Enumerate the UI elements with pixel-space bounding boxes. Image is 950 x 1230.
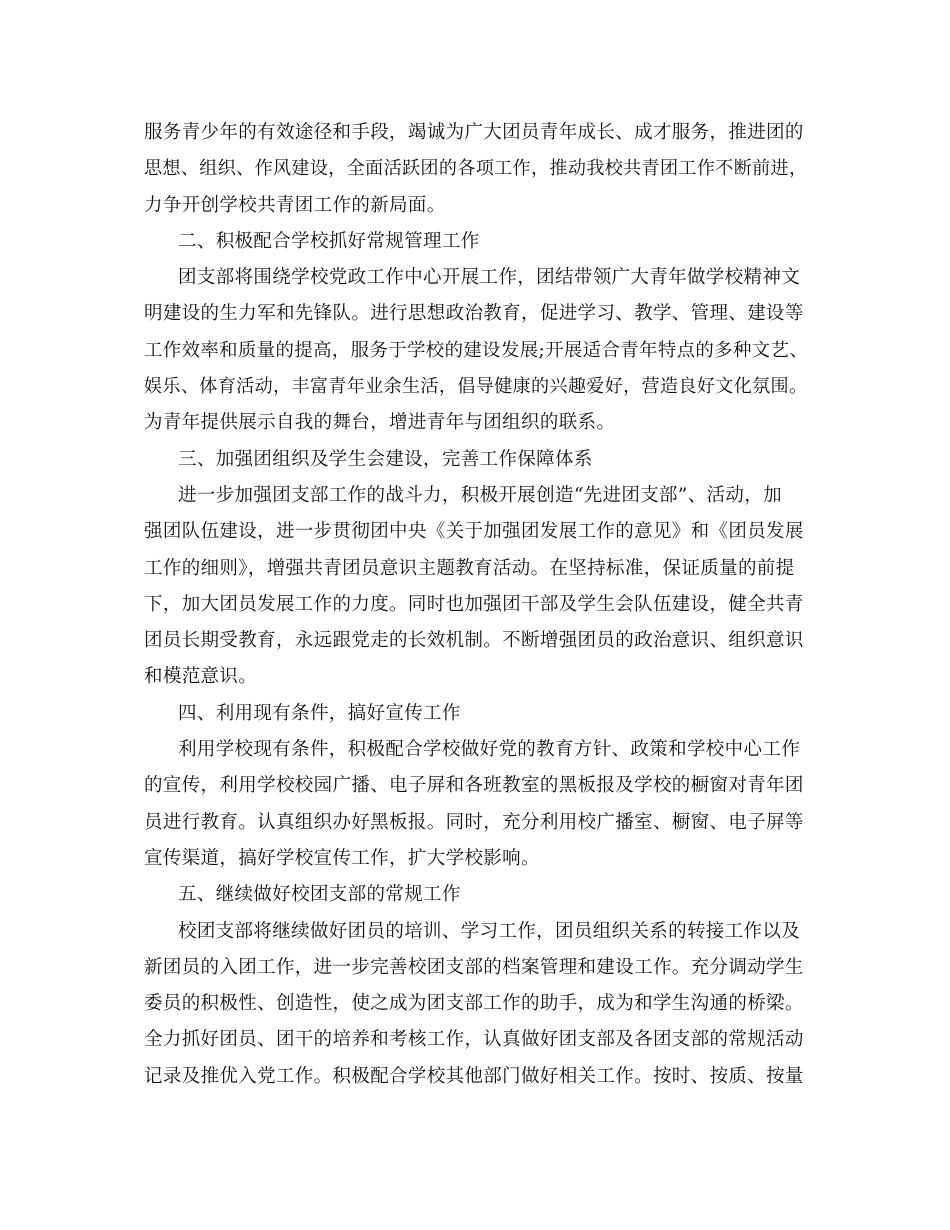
text-line: 进一步加强团支部工作的战斗力，积极开展创造“先进团支部”、活动，加 xyxy=(178,484,782,506)
text-line: 为青年提供展示自我的舞台，增进青年与团组织的联系。 xyxy=(144,412,616,434)
text-line: 服务青少年的有效途径和手段，竭诚为广大团员青年成长、成才服务，推进团的 xyxy=(144,122,804,143)
text-line: 工作效率和质量的提高，服务于学校的建设发展;开展适合青年特点的多种文艺、 xyxy=(144,339,809,361)
section-heading: 四、利用现有条件，搞好宣传工作 xyxy=(178,702,461,724)
text-line: 和模范意识。 xyxy=(144,666,258,688)
text-line: 的宣传，利用学校校园广播、电子屏和各班教室的黑板报及学校的橱窗对青年团 xyxy=(144,775,804,797)
text-line: 强团队伍建设，进一步贯彻团中央《关于加强团发展工作的意见》和《团员发展 xyxy=(144,521,804,543)
text-line: 力争开创学校共青团工作的新局面。 xyxy=(144,194,446,216)
document-body xyxy=(144,115,808,1095)
text-line: 思想、组织、作风建设，全面活跃团的各项工作，推动我校共青团工作不断前进， xyxy=(144,158,808,180)
text-line: 委员的积极性、创造性，使之成为团支部工作的助手，成为和学生沟通的桥梁。 xyxy=(144,993,804,1015)
text-line: 员进行教育。认真组织办好黑板报。同时，充分利用校广播室、橱窗、电子屏等 xyxy=(144,811,804,833)
text-line: 校团支部将继续做好团员的培训、学习工作，团员组织关系的转接工作以及 xyxy=(178,920,801,942)
text-line: 宣传渠道，搞好学校宣传工作，扩大学校影响。 xyxy=(144,847,540,869)
text-line: 团支部将围绕学校党政工作中心开展工作，团结带领广大青年做学校精神文 xyxy=(178,267,801,289)
text-line: 工作的细则》，增强共青团员意识主题教育活动。在坚持标准，保证质量的前提 xyxy=(144,557,795,579)
text-line: 团员长期受教育，永远跟党走的长效机制。不断增强团员的政治意识、组织意识 xyxy=(144,630,804,652)
text-line: 记录及推优入党工作。积极配合学校其他部门做好相关工作。按时、按质、按量 xyxy=(144,1065,804,1087)
text-line: 下，加大团员发展工作的力度。同时也加强团干部及学生会队伍建设，健全共青 xyxy=(144,593,804,615)
section-heading: 二、积极配合学校抓好常规管理工作 xyxy=(178,230,480,252)
text-line: 明建设的生力军和先锋队。进行思想政治教育，促进学习、教学、管理、建设等 xyxy=(144,303,804,325)
text-line: 新团员的入团工作，进一步完善校团支部的档案管理和建设工作。充分调动学生 xyxy=(144,956,804,978)
text-line: 全力抓好团员、团干的培养和考核工作，认真做好团支部及各团支部的常规活动 xyxy=(144,1029,804,1051)
section-heading: 五、继续做好校团支部的常规工作 xyxy=(178,884,461,906)
section-heading: 三、加强团组织及学生会建设，完善工作保障体系 xyxy=(178,448,593,470)
text-line: 利用学校现有条件，积极配合学校做好党的教育方针、政策和学校中心工作 xyxy=(178,739,801,761)
text-line: 娱乐、体育活动，丰富青年业余生活，倡导健康的兴趣爱好，营造良好文化氛围。 xyxy=(144,376,808,398)
